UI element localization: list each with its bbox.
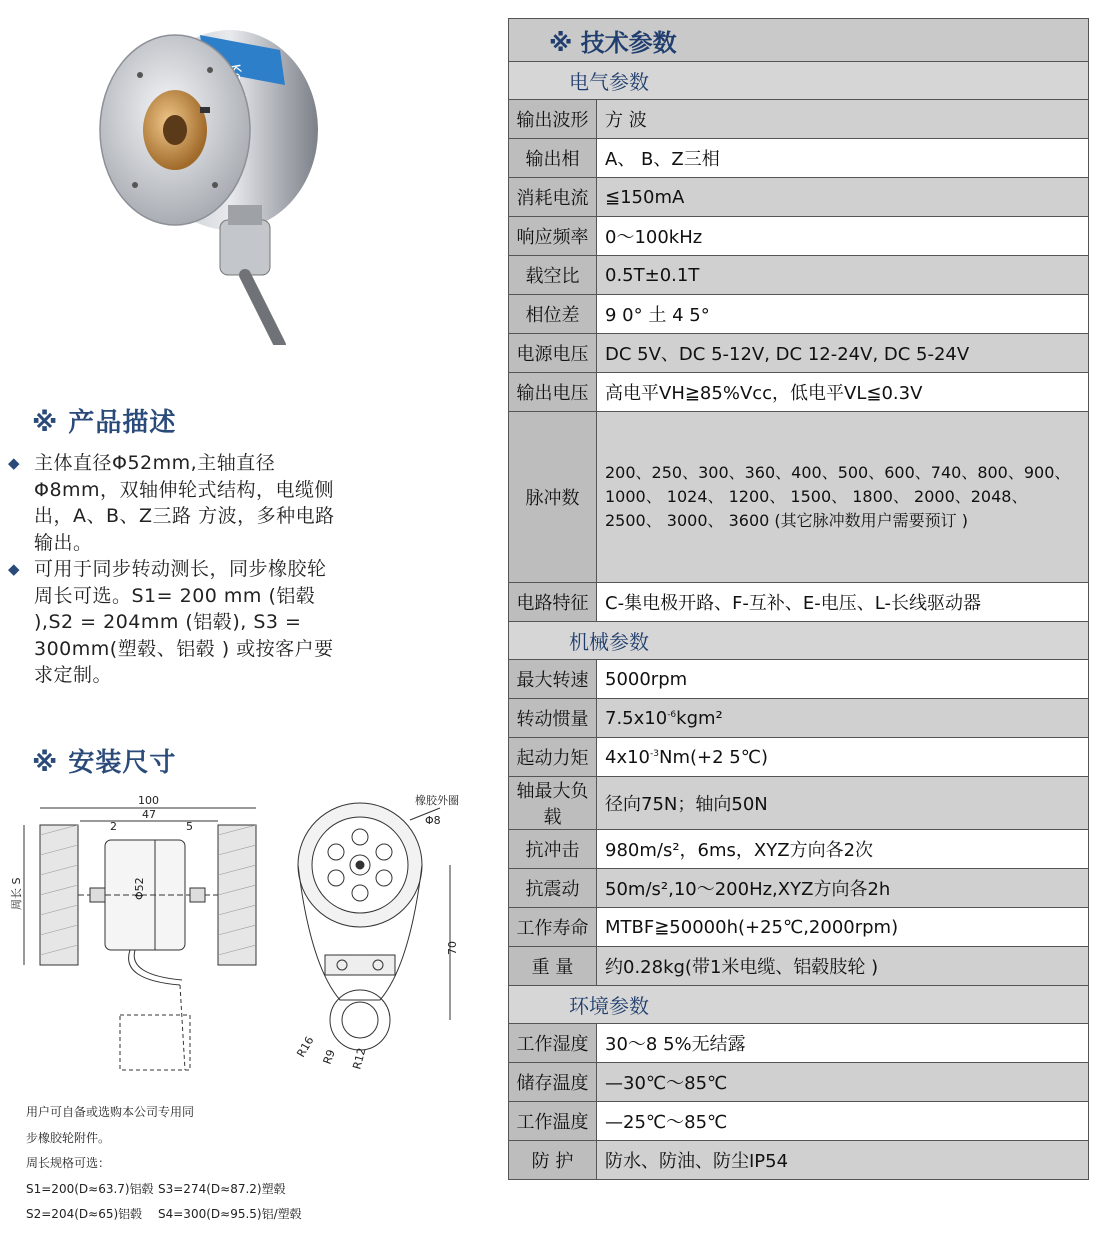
spec-row	[509, 1141, 1089, 1180]
dim-r12-label: R12	[350, 1046, 369, 1071]
accessory-notes	[26, 1100, 302, 1228]
spec-label: 工作寿命	[509, 908, 597, 947]
spec-row	[509, 660, 1089, 699]
spec-value: DC 5V、DC 5-12V, DC 12-24V, DC 5-24V	[597, 334, 1089, 373]
spec-row	[509, 139, 1089, 178]
spec-label: 电源电压	[509, 334, 597, 373]
spec-row	[509, 100, 1089, 139]
value-base: 4x10	[605, 746, 651, 768]
value-exponent: -6	[667, 709, 677, 720]
dim-phi8-label: Φ8	[425, 814, 441, 827]
spec-label: 工作湿度	[509, 1024, 597, 1063]
dim-perimeter-label: 周长 S	[10, 877, 23, 910]
spec-row	[509, 256, 1089, 295]
value-base: 7.5x10	[605, 707, 668, 729]
note-spec-row	[26, 1177, 302, 1203]
spec-label: 转动惯量	[509, 699, 597, 738]
spec-value	[597, 699, 1089, 738]
spec-value: 方 波	[597, 100, 1089, 139]
dim-r16-label: R16	[294, 1034, 317, 1060]
spec-label: 储存温度	[509, 1063, 597, 1102]
spec-value: 30～8 5%无结露	[597, 1024, 1089, 1063]
spec-label: 轴最大负载	[509, 777, 597, 830]
spec-value: MTBF≧50000h(+25℃,2000rpm)	[597, 908, 1089, 947]
spec-row	[509, 178, 1089, 217]
spec-row	[509, 908, 1089, 947]
spec-row	[509, 1024, 1089, 1063]
spec-row	[509, 1102, 1089, 1141]
spec-value: C-集电极开路、F-互补、E-电压、L-长线驱动器	[597, 583, 1089, 622]
installation-dimensions-heading: ※ 安装尺寸	[32, 748, 177, 778]
spec-label: 载空比	[509, 256, 597, 295]
description-text: 可用于同步转动测长，同步橡胶轮周长可选。S1= 200 mm (铝毂 ),S2 = 204mm (铝毂), S3 = 300mm(塑毂、铝毂 ) 或按客户要求定制。	[34, 558, 334, 686]
spec-label: 重 量	[509, 947, 597, 986]
description-text: 主体直径Φ52mm,主轴直径Φ8mm，双轴伸轮式结构，电缆侧出，A、B、Z三路 方波，多种电路输出。	[34, 452, 335, 554]
section-row	[509, 986, 1089, 1024]
description-item	[8, 556, 338, 689]
environment-heading: 环境参数	[509, 986, 1089, 1024]
spec-row	[509, 699, 1089, 738]
spec-value	[597, 738, 1089, 777]
description-item	[8, 450, 338, 556]
spec-row	[509, 334, 1089, 373]
value-unit: kgm²	[676, 707, 723, 729]
product-description-list	[8, 450, 338, 689]
spec-row	[509, 777, 1089, 830]
note-spec-row	[26, 1202, 302, 1228]
spec-value: 50m/s²,10～200Hz,XYZ方向各2h	[597, 869, 1089, 908]
spec-value: 高电平VH≧85%Vcc，低电平VL≦0.3V	[597, 373, 1089, 412]
spec-row	[509, 869, 1089, 908]
value-unit: Nm(+2 5℃)	[659, 746, 768, 768]
spec-label: 防 护	[509, 1141, 597, 1180]
dim-47-label: 47	[142, 808, 156, 821]
spec-label: 输出相	[509, 139, 597, 178]
spec-label: 输出电压	[509, 373, 597, 412]
spec-value: —25℃～85℃	[597, 1102, 1089, 1141]
note-spec-s2: S2=204(D≈65)铝毂	[26, 1207, 143, 1221]
spec-label: 脉冲数	[509, 412, 597, 583]
mechanical-heading: 机械参数	[509, 622, 1089, 660]
note-line: 周长规格可选：	[26, 1156, 111, 1170]
spec-value: A、 B、Z三相	[597, 139, 1089, 178]
diamond-bullet-icon: ◆	[8, 454, 21, 472]
spec-label: 相位差	[509, 295, 597, 334]
section-row	[509, 622, 1089, 660]
spec-value: —30℃～85℃	[597, 1063, 1089, 1102]
spec-label: 抗震动	[509, 869, 597, 908]
spec-row	[509, 217, 1089, 256]
spec-label: 抗冲击	[509, 830, 597, 869]
electrical-heading: 电气参数	[509, 62, 1089, 100]
section-row	[509, 62, 1089, 100]
product-description-heading: ※ 产品描述	[32, 408, 177, 438]
spec-label: 消耗电流	[509, 178, 597, 217]
spec-label: 起动力矩	[509, 738, 597, 777]
note-spec-s4: S4=300(D≈95.5)铝/塑毂	[158, 1207, 302, 1221]
dim-100-label: 100	[138, 794, 159, 807]
spec-label: 响应频率	[509, 217, 597, 256]
spec-value: 防水、防油、防尘IP54	[597, 1141, 1089, 1180]
spec-label: 电路特征	[509, 583, 597, 622]
spec-value: 5000rpm	[597, 660, 1089, 699]
diamond-bullet-icon: ◆	[8, 560, 21, 578]
spec-row	[509, 947, 1089, 986]
spec-row	[509, 830, 1089, 869]
dim-rubber-label: 橡胶外圈	[415, 794, 459, 807]
spec-row	[509, 1063, 1089, 1102]
dim-phi52-label: Φ52	[133, 877, 146, 900]
encoder-product-photo	[80, 15, 340, 345]
table-title-row	[509, 19, 1089, 62]
spec-value: 0.5T±0.1T	[597, 256, 1089, 295]
dim-2-label: 2	[110, 820, 117, 833]
note-line: 用户可自备或选购本公司专用同	[26, 1105, 195, 1119]
spec-value: 径向75N；轴向50N	[597, 777, 1089, 830]
spec-label: 最大转速	[509, 660, 597, 699]
dim-r9-label: R9	[320, 1047, 338, 1067]
spec-value: ≦150mA	[597, 178, 1089, 217]
dim-70-label: 70	[446, 941, 459, 955]
spec-row	[509, 412, 1089, 583]
spec-value: 980m/s²，6ms，XYZ方向各2次	[597, 830, 1089, 869]
technical-specs-table	[508, 18, 1089, 1180]
spec-value: 200、250、300、360、400、500、600、740、800、900、 1000、 1024、 1200、 1500、 1800、 2000、2048、 2500、 3000、 3600 (其它脉冲数用户需要预订 )	[597, 412, 1089, 583]
spec-row	[509, 738, 1089, 777]
spec-row	[509, 295, 1089, 334]
spec-value: 约0.28kg(带1米电缆、铝毂肢轮 )	[597, 947, 1089, 986]
dim-5-label: 5	[186, 820, 193, 833]
spec-row	[509, 373, 1089, 412]
spec-label: 输出波形	[509, 100, 597, 139]
note-line: 步橡胶轮附件。	[26, 1130, 111, 1145]
spec-row	[509, 583, 1089, 622]
spec-label: 工作温度	[509, 1102, 597, 1141]
value-exponent: -3	[650, 748, 659, 759]
spec-value: 0～100kHz	[597, 217, 1089, 256]
installation-drawing	[10, 790, 480, 1090]
note-spec-s1: S1=200(D≈63.7)铝毂	[26, 1181, 154, 1196]
spec-value: 9 0° 土 4 5°	[597, 295, 1089, 334]
note-spec-s3: S3=274(D≈87.2)塑毂	[158, 1181, 286, 1196]
table-title: ※ 技术参数	[509, 19, 1089, 62]
